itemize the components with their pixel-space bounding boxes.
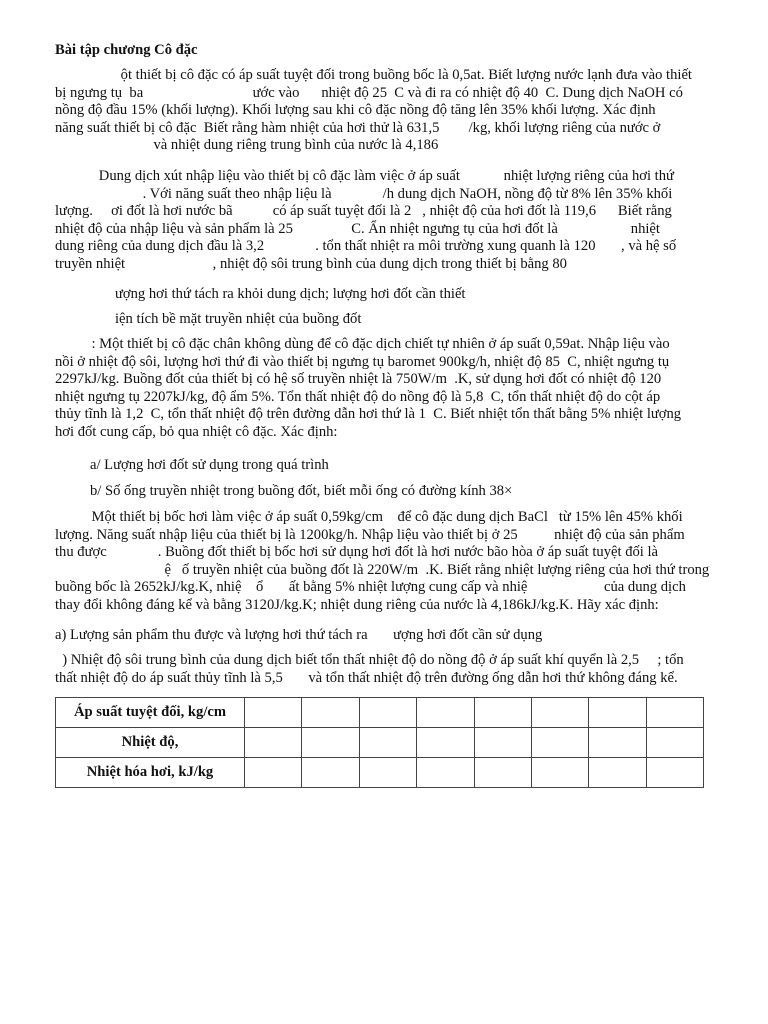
table-cell — [245, 728, 302, 758]
table-cell — [589, 698, 646, 728]
exercise-2 — [55, 168, 715, 274]
exercise-4-line: thu được . Buồng đốt thiết bị bốc hơi sử dụng hơi đốt là hơi nước bão hòa ở áp suất tuyệt đối là — [55, 544, 659, 561]
row-label-latent-heat: Nhiệt hóa hơi, kJ/kg — [56, 758, 245, 788]
table-cell — [474, 728, 531, 758]
table-cell — [589, 728, 646, 758]
table-cell — [302, 728, 359, 758]
table-row — [56, 758, 704, 788]
exercise-4-question-b — [55, 652, 715, 687]
exercise-2-line: nhiệt độ của nhập liệu và sản phẩm là 25 C. Ẩn nhiệt ngưng tụ của hơi đốt là nhiệt — [55, 220, 660, 237]
exercise-4-question-a: a) Lượng sản phẩm thu được và lượng hơi thứ tách ra ượng hơi đốt cần sử dụng — [55, 627, 543, 643]
exercise-2-line: truyền nhiệt , nhiệt độ sôi trung bình của dung dịch trong thiết bị bằng 80 — [55, 255, 567, 272]
exercise-2-question-1: ượng hơi thứ tách ra khỏi dung dịch; lượng hơi đốt cần thiết — [115, 286, 466, 302]
table-cell — [359, 758, 416, 788]
exercise-4-question-b-line: ) Nhiệt độ sôi trung bình của dung dịch biết tổn thất nhiệt độ do nồng độ ở áp suất khí quyển là 2,5 ; tổn — [55, 652, 684, 668]
table-cell — [302, 758, 359, 788]
table-cell — [646, 698, 703, 728]
table-cell — [417, 758, 474, 788]
exercise-1 — [55, 67, 715, 155]
table-cell — [646, 758, 703, 788]
exercise-1-line: nồng độ đầu 15% (khối lượng). Khối lượng sau khi cô đặc nồng độ tăng lên 35% khối lượng. Xác định — [55, 102, 656, 119]
table-cell — [531, 758, 588, 788]
exercise-4-line: buồng bốc là 2652kJ/kg.K, nhiệ ổ ất bằng 5% nhiệt lượng cung cấp và nhiệ của dung dịch — [55, 579, 686, 596]
table-cell — [417, 698, 474, 728]
exercise-3 — [55, 336, 715, 442]
table-row — [56, 698, 704, 728]
table-cell — [302, 698, 359, 728]
table-cell — [359, 728, 416, 758]
table-cell — [245, 758, 302, 788]
exercise-3-question-b: b/ Số ống truyền nhiệt trong buồng đốt, biết mỗi ống có đường kính 38× — [90, 483, 513, 499]
exercise-1-line: năng suất thiết bị cô đặc Biết rằng hàm nhiệt của hơi thử là 631,5 /kg, khối lượng riêng của nước ở — [55, 119, 661, 136]
exercise-2-line: . Với năng suất theo nhập liệu là /h dung dịch NaOH, nồng độ từ 8% lên 35% khối — [55, 185, 673, 202]
exercise-3-question-a: a/ Lượng hơi đốt sử dụng trong quá trình — [90, 457, 329, 473]
exercise-3-line: : Một thiết bị cô đặc chân không dùng để cô đặc dịch chiết tự nhiên ở áp suất 0,59at. Nhập liệu vào — [55, 336, 670, 352]
exercise-4 — [55, 509, 715, 615]
table-row — [56, 728, 704, 758]
row-label-pressure: Áp suất tuyệt đối, kg/cm — [56, 698, 245, 728]
exercise-2-line: Dung dịch xút nhập liệu vào thiết bị cô đặc làm việc ở áp suất nhiệt lượng riêng của hơi thứ — [55, 168, 674, 184]
exercise-3-line: nồi ở nhiệt độ sôi, lượng hơi thứ đi vào thiết bị ngưng tụ baromet 900kg/h, nhiệt độ 85 C, nhiệt ngưng tụ — [55, 353, 670, 370]
exercise-2-line: dung riêng của dung dịch đầu là 3,2 . tổn thất nhiệt ra môi trường xung quanh là 120 , và hệ số — [55, 238, 677, 255]
table-cell — [359, 698, 416, 728]
exercise-3-line: hơi đốt cung cấp, bỏ qua nhiệt cô đặc. Xác định: — [55, 423, 338, 440]
table-cell — [531, 698, 588, 728]
table-cell — [646, 728, 703, 758]
table-cell — [474, 698, 531, 728]
exercise-2-question-2: iện tích bề mặt truyền nhiệt của buồng đốt — [115, 311, 362, 327]
table-cell — [531, 728, 588, 758]
exercise-3-line: nhiệt ngưng tụ 2207kJ/kg, độ ẩm 5%. Tổn thất nhiệt độ do nồng độ là 5,8 C, tổn thất nhiệt độ do cột áp — [55, 388, 661, 405]
exercise-2-line: lượng. ơi đốt là hơi nước bã có áp suất tuyệt đối là 2 , nhiệt độ của hơi đốt là 119,6 Biết rằng — [55, 203, 672, 220]
page-title: Bài tập chương Cô đặc — [55, 42, 198, 58]
row-label-temperature: Nhiệt độ, — [56, 728, 245, 758]
table-cell — [589, 758, 646, 788]
table-cell — [417, 728, 474, 758]
exercise-4-question-b-line: thất nhiệt độ do áp suất thủy tĩnh là 5,5 và tổn thất nhiệt độ trên đường ống dẫn hơi thứ không đáng kể. — [55, 669, 678, 686]
exercise-4-line: lượng. Năng suất nhập liệu của thiết bị là 1200kg/h. Nhập liệu vào thiết bị ở 25 nhiệt độ của sản phẩm — [55, 526, 685, 543]
exercise-1-line: ột thiết bị cô đặc có áp suất tuyệt đối trong buồng bốc là 0,5at. Biết lượng nước lạnh đưa vào thiết — [55, 67, 692, 83]
table-cell — [245, 698, 302, 728]
exercise-4-line: Một thiết bị bốc hơi làm việc ở áp suất 0,59kg/cm để cô đặc dung dịch BaCl từ 15% lên 45% khối — [55, 509, 683, 525]
table-cell — [474, 758, 531, 788]
exercise-3-line: 2297kJ/kg. Buồng đốt của thiết bị có hệ số truyền nhiệt là 750W/m .K, sử dụng hơi đốt có nhiệt độ 120 — [55, 371, 662, 388]
exercise-3-line: thủy tĩnh là 1,2 C, tổn thất nhiệt độ trên đường dẫn hơi thứ là 1 C. Biết nhiệt tổn thất bằng 5% nhiệt lượng — [55, 406, 682, 423]
data-table — [55, 697, 704, 788]
exercise-4-line: thay đổi không đáng kể và bằng 3120J/kg.K; nhiệt dung riêng của nước là 4,186kJ/kg.K. Hãy xác định: — [55, 596, 659, 613]
exercise-1-line: và nhiệt dung riêng trung bình của nước là 4,186 — [55, 137, 439, 154]
exercise-1-line: bị ngưng tụ ba ước vào nhiệt độ 25 C và đi ra có nhiệt độ 40 C. Dung dịch NaOH có — [55, 84, 683, 101]
exercise-4-line: ệ ố truyền nhiệt của buồng đốt là 220W/m .K. Biết rằng nhiệt lượng riêng của hơi thứ trong — [55, 561, 710, 578]
